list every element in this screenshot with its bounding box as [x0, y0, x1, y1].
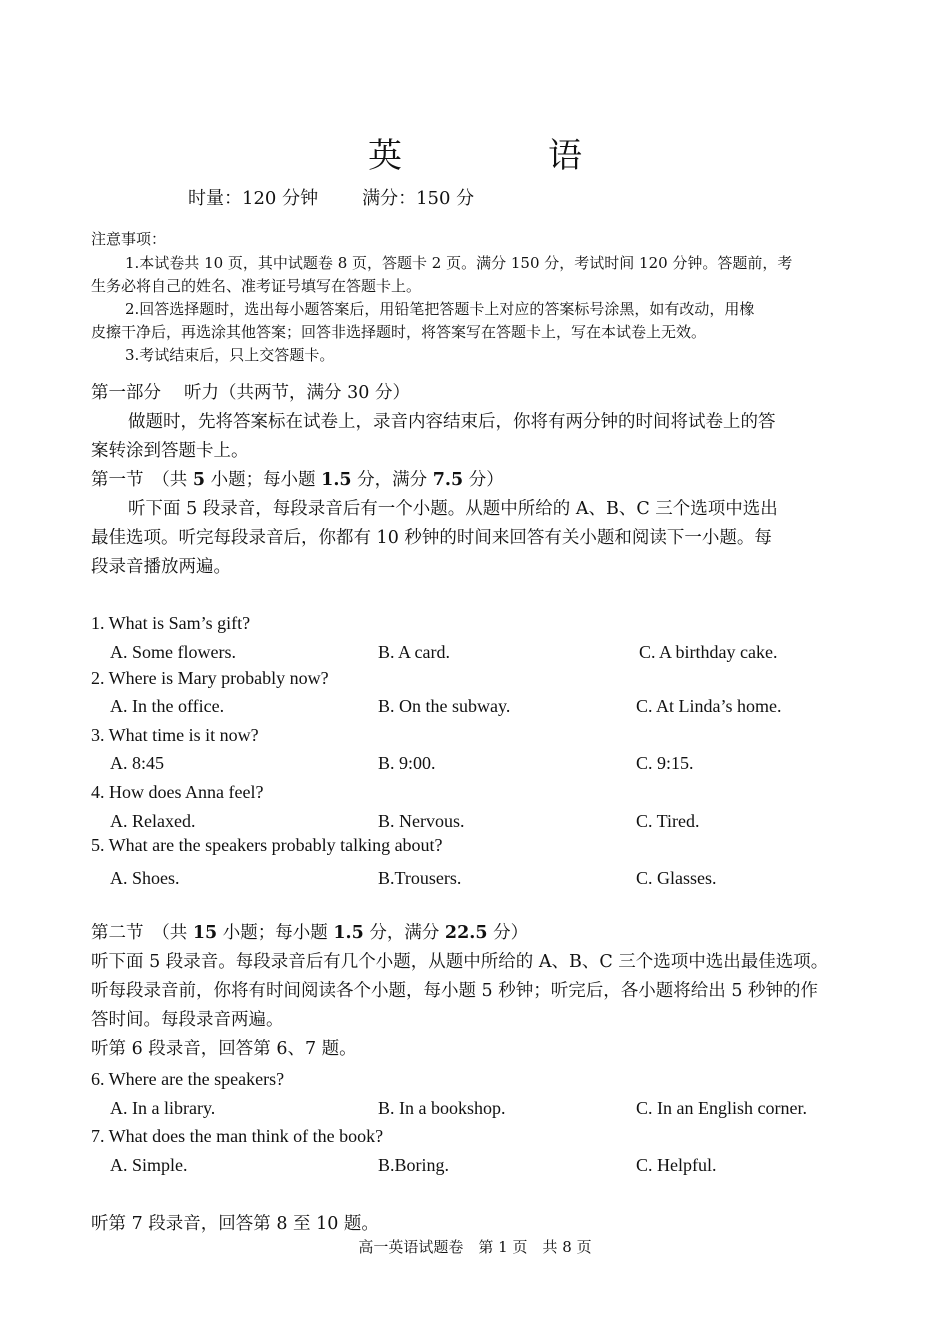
- option-2b: B. On the subway.: [378, 696, 511, 716]
- notes-heading: 注意事项：: [91, 230, 167, 248]
- option-6b: B. In a bookshop.: [378, 1098, 506, 1118]
- part1-heading: 第一部分 听力（共两节，满分 30 分）: [91, 383, 410, 403]
- part1-intro: 做题时，先将答案标在试卷上，录音内容结束后，你将有两分钟的时间将试卷上的答: [128, 412, 776, 432]
- note-2: 2.回答选择题时，选出每小题答案后，用铅笔把答题卡上对应的答案标号涂黑，如有改动，用橡: [125, 300, 755, 318]
- option-6a: A. In a library.: [110, 1098, 216, 1118]
- option-7c: C. Helpful.: [636, 1155, 717, 1175]
- question-6: 6. Where are the speakers?: [91, 1069, 285, 1089]
- page-title: 英 语: [368, 136, 638, 176]
- option-6c: C. In an English corner.: [636, 1098, 807, 1118]
- option-1a: A. Some flowers.: [110, 642, 236, 662]
- option-3c: C. 9:15.: [636, 753, 694, 773]
- question-7: 7. What does the man think of the book?: [91, 1126, 384, 1146]
- section2-intro: 听下面 5 段录音。每段录音后有几个小题，从题中所给的 A、B、C 三个选项中选出最佳选项。: [91, 952, 829, 972]
- question-3: 3. What time is it now?: [91, 725, 259, 745]
- section2-intro-cont: 听每段录音前，你将有时间阅读各个小题，每小题 5 秒钟；听完后，各小题将给出 5 秒钟的作: [91, 981, 819, 1001]
- option-2a: A. In the office.: [110, 696, 225, 716]
- segment-6-heading: 听第 6 段录音，回答第 6、7 题。: [91, 1039, 357, 1059]
- section2-heading: 第二节 （共 15 小题；每小题 1.5 分，满分 22.5 分）: [91, 923, 529, 943]
- option-1c: C. A birthday cake.: [639, 642, 778, 662]
- option-3b: B. 9:00.: [378, 753, 436, 773]
- option-4c: C. Tired.: [636, 811, 700, 831]
- note-1-cont: 生务必将自己的姓名、准考证号填写在答题卡上。: [91, 277, 422, 295]
- section1-intro: 听下面 5 段录音，每段录音后有一个小题。从题中所给的 A、B、C 三个选项中选出: [128, 499, 778, 519]
- section2-intro-end: 答时间。每段录音两遍。: [91, 1010, 284, 1030]
- section1-heading: 第一节 （共 5 小题；每小题 1.5 分，满分 7.5 分）: [91, 470, 504, 490]
- option-5b: B.Trousers.: [378, 868, 462, 888]
- segment-7-heading: 听第 7 段录音，回答第 8 至 10 题。: [91, 1214, 379, 1234]
- exam-time: 时量：120 分钟: [188, 188, 319, 209]
- option-1b: B. A card.: [378, 642, 450, 662]
- part1-intro-cont: 案转涂到答题卡上。: [91, 441, 249, 461]
- exam-meta: [188, 184, 474, 210]
- question-2: 2. Where is Mary probably now?: [91, 668, 329, 688]
- option-5c: C. Glasses.: [636, 868, 717, 888]
- note-3: 3.考试结束后，只上交答题卡。: [125, 346, 335, 364]
- section1-intro-cont: 最佳选项。听完每段录音后，你都有 10 秒钟的时间来回答有关小题和阅读下一小题。每: [91, 528, 772, 548]
- note-1: 1.本试卷共 10 页，其中试题卷 8 页，答题卡 2 页。满分 150 分，考试时间 120 分钟。答题前，考: [125, 254, 793, 272]
- option-7a: A. Simple.: [110, 1155, 188, 1175]
- exam-score: 满分：150 分: [362, 188, 475, 209]
- question-5: 5. What are the speakers probably talking about?: [91, 835, 443, 855]
- option-4a: A. Relaxed.: [110, 811, 196, 831]
- question-4: 4. How does Anna feel?: [91, 782, 264, 802]
- option-3a: A. 8:45: [110, 753, 164, 773]
- note-2-cont: 皮擦干净后，再选涂其他答案；回答非选择题时，将答案写在答题卡上，写在本试卷上无效。: [91, 323, 707, 341]
- page-footer: 高一英语试题卷 第 1 页 共 8 页: [358, 1238, 592, 1256]
- option-5a: A. Shoes.: [110, 868, 180, 888]
- question-1: 1. What is Sam’s gift?: [91, 613, 251, 633]
- section1-intro-end: 段录音播放两遍。: [91, 557, 231, 577]
- option-4b: B. Nervous.: [378, 811, 465, 831]
- option-7b: B.Boring.: [378, 1155, 450, 1175]
- option-2c: C. At Linda’s home.: [636, 696, 782, 716]
